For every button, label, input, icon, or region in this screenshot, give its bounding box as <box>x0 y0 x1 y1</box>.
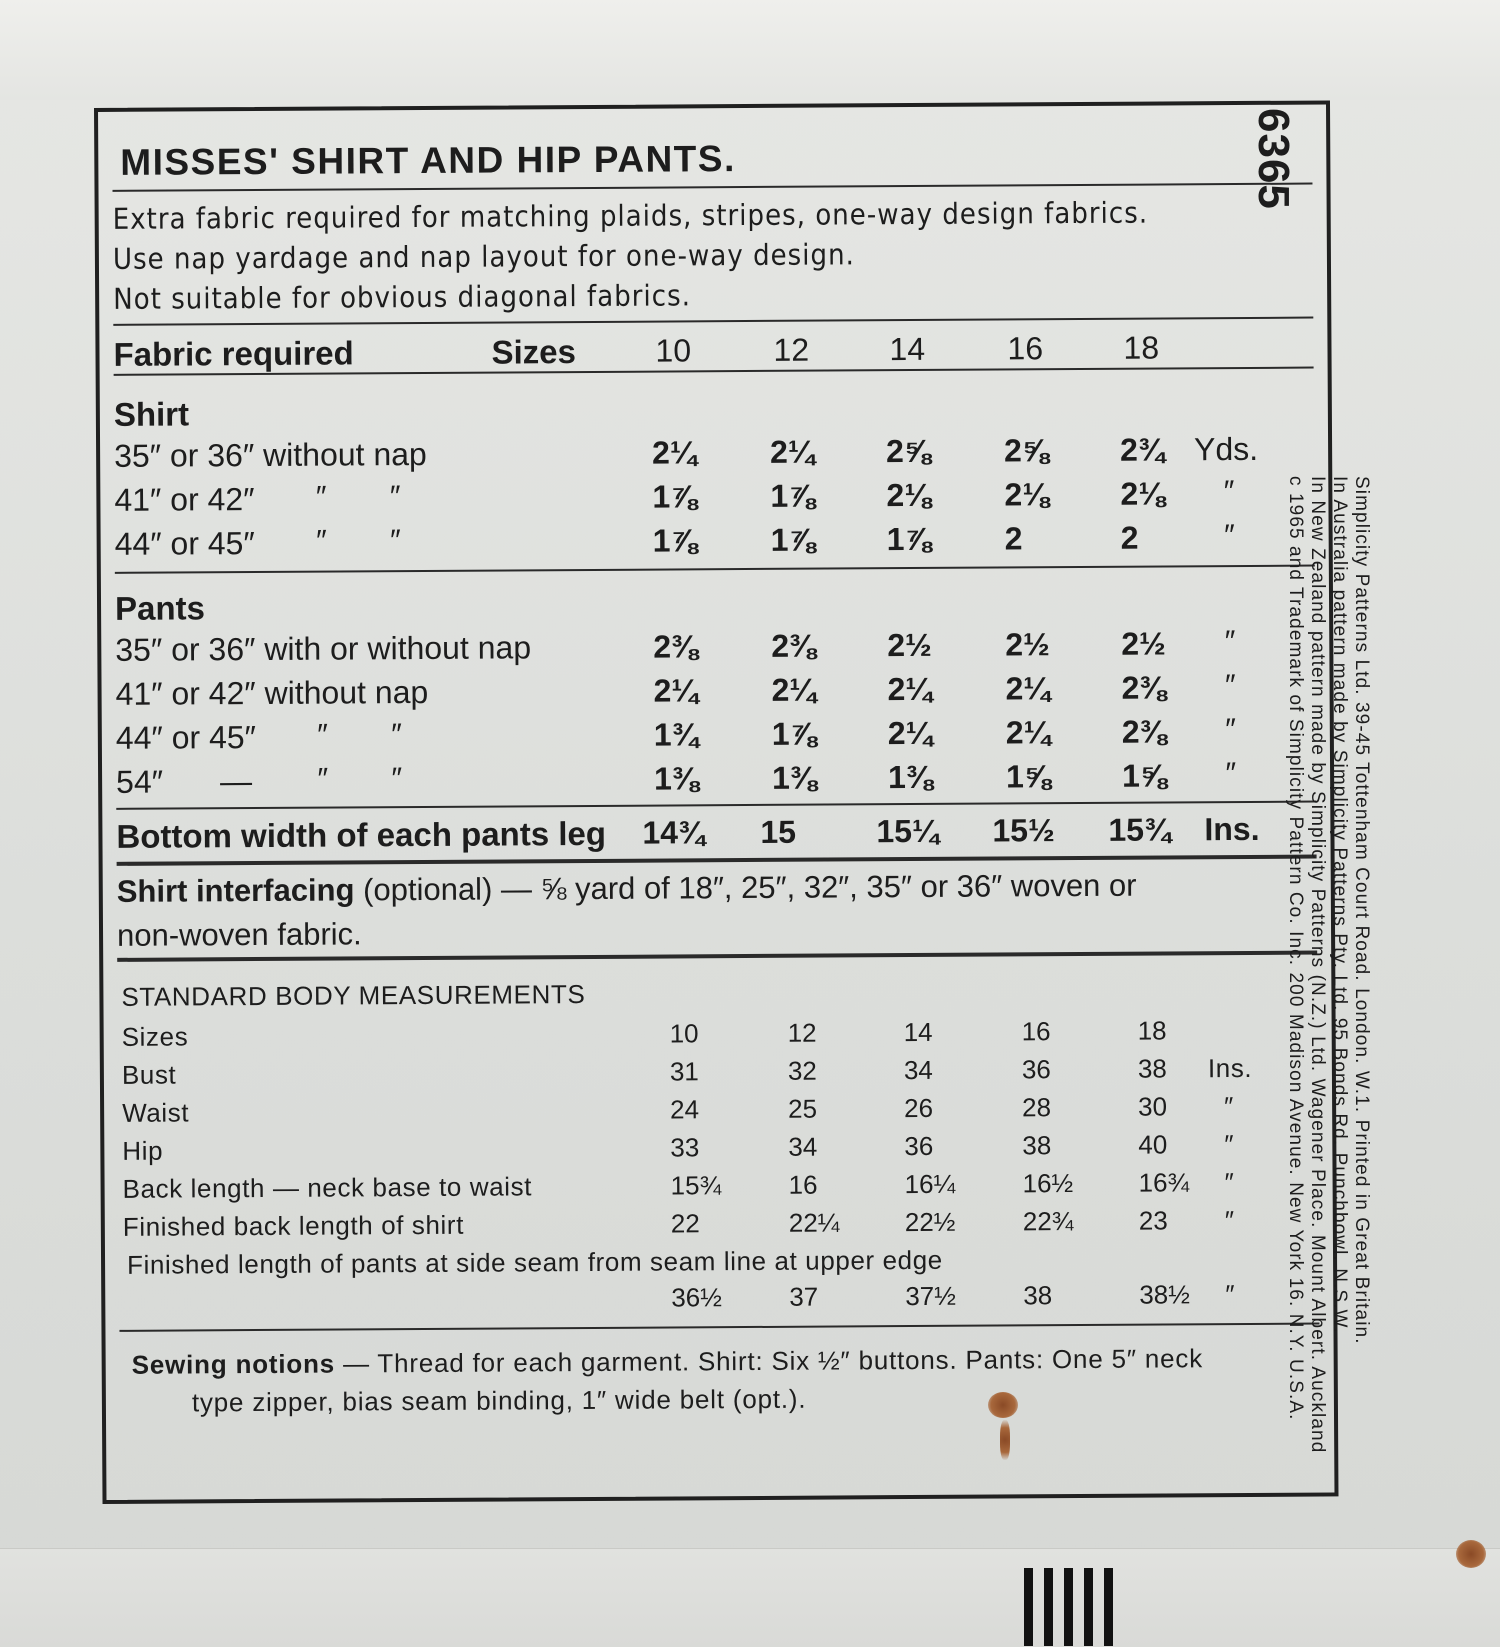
pants-yardage: 1⅜ <box>653 760 699 797</box>
divider <box>117 855 1317 866</box>
pants-row-label: 44″ or 45″ <box>115 719 257 756</box>
note-line: Extra fabric required for matching plaids, stripes, one-way design fabrics. <box>112 195 1149 236</box>
pants-yardage: 2⅜ <box>653 628 698 665</box>
bottom-width-value: 15¾ <box>1108 811 1171 848</box>
measurement-value: 38 <box>1137 1053 1167 1084</box>
measurement-label: Hip <box>122 1135 164 1166</box>
unit-label: ″ <box>1223 713 1235 747</box>
shirt-yardage: 2⅝ <box>886 432 931 470</box>
measurement-value: 16 <box>1021 1016 1051 1047</box>
sewing-notions-label: Sewing notions <box>131 1348 336 1380</box>
pants-yardage: 2⅜ <box>1121 713 1167 750</box>
pants-yardage: 2½ <box>1005 626 1050 663</box>
shirt-yardage: 1⅞ <box>770 477 815 514</box>
measurement-value: 22½ <box>904 1206 956 1238</box>
bottom-width-value: 15¼ <box>876 812 939 850</box>
unit-label: ″ <box>1222 475 1234 509</box>
size-column-header: 12 <box>773 331 810 368</box>
paper-bottom-margin <box>0 1548 1500 1647</box>
unit-label: ″ <box>1225 1279 1236 1310</box>
unit-label: Yds. <box>1193 430 1259 468</box>
sewing-notions-text: — Thread for each garment. Shirt: Six ½″ buttons. Pants: One 5″ neck <box>334 1343 1204 1379</box>
unit-label: ″ <box>1223 757 1235 791</box>
shirt-yardage: 1⅞ <box>652 478 697 515</box>
shirt-yardage: 1⅞ <box>886 520 932 558</box>
measurement-value: 28 <box>1022 1092 1052 1123</box>
pants-yardage: 1⅞ <box>771 715 817 752</box>
fabric-required-header: Fabric required <box>113 334 354 373</box>
barcode-bar <box>1084 1568 1093 1646</box>
pants-yardage: 2½ <box>887 626 932 664</box>
measurement-value: 32 <box>787 1055 817 1086</box>
pants-yardage: 2¼ <box>653 672 699 709</box>
paper-top-margin <box>0 0 1500 100</box>
shirt-row-label: 44″ or 45″ <box>114 525 255 562</box>
shirt-yardage: 2¾ <box>1119 431 1165 468</box>
pants-row-label: 41″ or 42″ without nap <box>115 673 429 712</box>
barcode-bar <box>1024 1568 1033 1646</box>
pants-yardage: 2½ <box>1121 625 1166 662</box>
divider <box>113 317 1313 326</box>
measurement-label: Waist <box>122 1097 190 1128</box>
barcode-bar <box>1044 1568 1053 1646</box>
ditto-mark: ″ <box>388 480 400 514</box>
shirt-row-label: 41″ or 42″ <box>114 481 255 518</box>
publisher-line: Simplicity Patterns Ltd. 39-45 Tottenham Court Road. London. W.1. Printed in Great Britain. <box>1351 476 1372 1345</box>
publisher-line: c 1965 and Trademark of Simplicity Pattern Co. Inc. 200 Madison Avenue. New York 16. N.Y. U.S.A. <box>1285 476 1306 1421</box>
measurement-value: 16¾ <box>1138 1167 1190 1198</box>
unit-label: ″ <box>1223 669 1235 703</box>
bottom-width-value: 15½ <box>992 812 1055 849</box>
size-column-header: 18 <box>1123 329 1160 366</box>
unit-label: Ins. <box>1207 1052 1253 1084</box>
pants-yardage: 2¼ <box>1005 714 1051 751</box>
measurement-value: 10 <box>669 1018 699 1049</box>
ditto-mark: ″ <box>314 480 326 514</box>
bottom-width-value: 15 <box>760 813 797 850</box>
measurement-value: 12 <box>787 1017 817 1048</box>
dash-mark: — <box>220 763 253 800</box>
pants-yardage: 2¼ <box>887 714 933 752</box>
pants-yardage: 1⅝ <box>1005 758 1051 795</box>
interfacing-text-line2: non-woven fabric. <box>116 916 362 953</box>
measurement-value: 16½ <box>1022 1168 1074 1199</box>
measurement-value: 40 <box>1138 1129 1168 1160</box>
measurement-value: 16 <box>788 1169 818 1200</box>
divider <box>116 801 1316 810</box>
divider <box>119 1323 1319 1332</box>
ditto-mark: ″ <box>315 718 327 752</box>
shirt-yardage: 2⅛ <box>1004 476 1049 513</box>
pattern-title: MISSES' SHIRT AND HIP PANTS. <box>120 138 736 183</box>
shirt-row-label: 35″ or 36″ without nap <box>114 435 427 474</box>
pants-heading: Pants <box>114 589 206 627</box>
measurement-value: 30 <box>1138 1091 1168 1122</box>
shirt-yardage: 1⅞ <box>652 522 698 559</box>
sizes-header: Sizes <box>491 333 577 371</box>
bottom-width-label: Bottom width of each pants leg <box>116 814 607 855</box>
measurement-label: Sizes <box>121 1021 189 1052</box>
barcode-bar <box>1064 1568 1073 1646</box>
measurements-heading: STANDARD BODY MEASUREMENTS <box>121 979 586 1012</box>
pants-length-value: 37½ <box>905 1280 956 1312</box>
shirt-heading: Shirt <box>113 395 190 433</box>
publisher-line: In New Zealand pattern made by Simplicity Patterns (N.Z.) Ltd. Wagener Place. Mount Albert. Auckland <box>1307 476 1328 1454</box>
ditto-mark: ″ <box>316 762 327 796</box>
measurement-value: 34 <box>903 1054 933 1086</box>
unit-label: Ins. <box>1204 810 1260 848</box>
bottom-width-value: 14¾ <box>642 814 705 851</box>
pants-yardage: 2⅜ <box>1121 669 1167 706</box>
pants-length-value: 37 <box>789 1281 819 1312</box>
measurement-value: 18 <box>1137 1015 1167 1046</box>
note-line: Use nap yardage and nap layout for one-way design. <box>112 237 855 276</box>
measurement-value: 22¾ <box>1022 1206 1074 1237</box>
divider <box>115 565 1315 574</box>
barcode-bar <box>1104 1568 1113 1646</box>
pants-yardage: 1⅜ <box>887 758 933 796</box>
unit-label: ″ <box>1223 625 1235 659</box>
unit-label: ″ <box>1222 519 1234 553</box>
interfacing-line <box>117 868 1137 910</box>
sewing-notions-text-line2: type zipper, bias seam binding, 1″ wide belt (opt.). <box>191 1383 807 1418</box>
interfacing-text: (optional) — ⅝ yard of 18″, 25″, 32″, 35″ or 36″ woven or <box>354 867 1137 908</box>
measurement-value: 22¼ <box>788 1207 840 1238</box>
measurement-value: 36 <box>1021 1054 1051 1085</box>
pants-yardage: 1¾ <box>653 716 699 753</box>
size-column-header: 14 <box>889 330 926 368</box>
pants-length-value: 36½ <box>671 1282 722 1313</box>
measurement-value: 15¾ <box>670 1170 722 1201</box>
measurement-value: 14 <box>903 1016 933 1048</box>
pattern-info-panel <box>94 100 1339 1504</box>
interfacing-label: Shirt interfacing <box>116 872 355 909</box>
measurement-value: 24 <box>670 1094 700 1125</box>
size-column-header: 16 <box>1007 330 1044 367</box>
sewing-notions-line <box>132 1343 1203 1381</box>
measurement-value: 26 <box>904 1092 934 1124</box>
measurement-value: 22 <box>670 1208 700 1239</box>
shirt-yardage: 2¼ <box>770 433 815 470</box>
measurement-value: 25 <box>788 1093 818 1124</box>
shirt-yardage: 2⅝ <box>1003 432 1049 469</box>
shirt-yardage: 2 <box>1120 519 1139 556</box>
measurement-value: 23 <box>1138 1205 1168 1236</box>
pants-length-label: Finished length of pants at side seam from seam line at upper edge <box>126 1244 943 1280</box>
pants-length-value: 38 <box>1023 1280 1053 1311</box>
catalog-number: 6365 <box>1249 108 1298 210</box>
unit-label: ″ <box>1224 1167 1235 1198</box>
size-column-header: 10 <box>655 332 692 369</box>
measurement-label: Bust <box>121 1059 177 1090</box>
shirt-yardage: 2⅛ <box>886 476 931 514</box>
note-line: Not suitable for obvious diagonal fabrics. <box>113 278 692 316</box>
pants-row-label: 35″ or 36″ with or without nap <box>115 629 532 668</box>
divider <box>113 183 1313 192</box>
unit-label: ″ <box>1224 1091 1235 1122</box>
pants-yardage: 1⅜ <box>771 759 817 796</box>
shirt-yardage: 2 <box>1004 520 1023 557</box>
shirt-yardage: 2⅛ <box>1120 475 1165 512</box>
rust-stain <box>1000 1420 1010 1460</box>
rust-stain <box>988 1392 1018 1418</box>
measurement-value: 16¼ <box>904 1168 956 1200</box>
pants-yardage: 2¼ <box>887 670 933 708</box>
measurement-label: Finished back length of shirt <box>122 1209 465 1242</box>
measurement-value: 38 <box>1022 1130 1052 1161</box>
ditto-mark: ″ <box>388 524 400 558</box>
ditto-mark: ″ <box>389 718 401 752</box>
measurement-value: 31 <box>669 1056 699 1087</box>
pants-yardage: 2¼ <box>1005 670 1051 707</box>
pants-yardage: 2⅜ <box>771 627 816 664</box>
measurement-value: 34 <box>788 1131 818 1162</box>
unit-label: ″ <box>1224 1205 1235 1236</box>
shirt-yardage: 2¼ <box>652 434 697 471</box>
measurement-value: 33 <box>670 1132 700 1163</box>
shirt-yardage: 1⅞ <box>770 521 816 558</box>
publisher-line: In Australia pattern made by Simplicity Patterns Pty. Ltd. 95 Bonds Rd. Punchbowl. N.S.W. <box>1329 476 1350 1334</box>
pants-row-label: 54″ <box>116 763 164 800</box>
rust-stain <box>1456 1540 1486 1568</box>
ditto-mark: ″ <box>390 762 401 796</box>
measurement-value: 36 <box>904 1130 934 1162</box>
measurement-label: Back length — neck base to waist <box>122 1171 533 1204</box>
pants-length-value: 38½ <box>1139 1279 1190 1310</box>
unit-label: ″ <box>1224 1129 1235 1160</box>
ditto-mark: ″ <box>314 524 326 558</box>
pants-yardage: 1⅝ <box>1121 757 1167 794</box>
pants-yardage: 2¼ <box>771 671 817 708</box>
